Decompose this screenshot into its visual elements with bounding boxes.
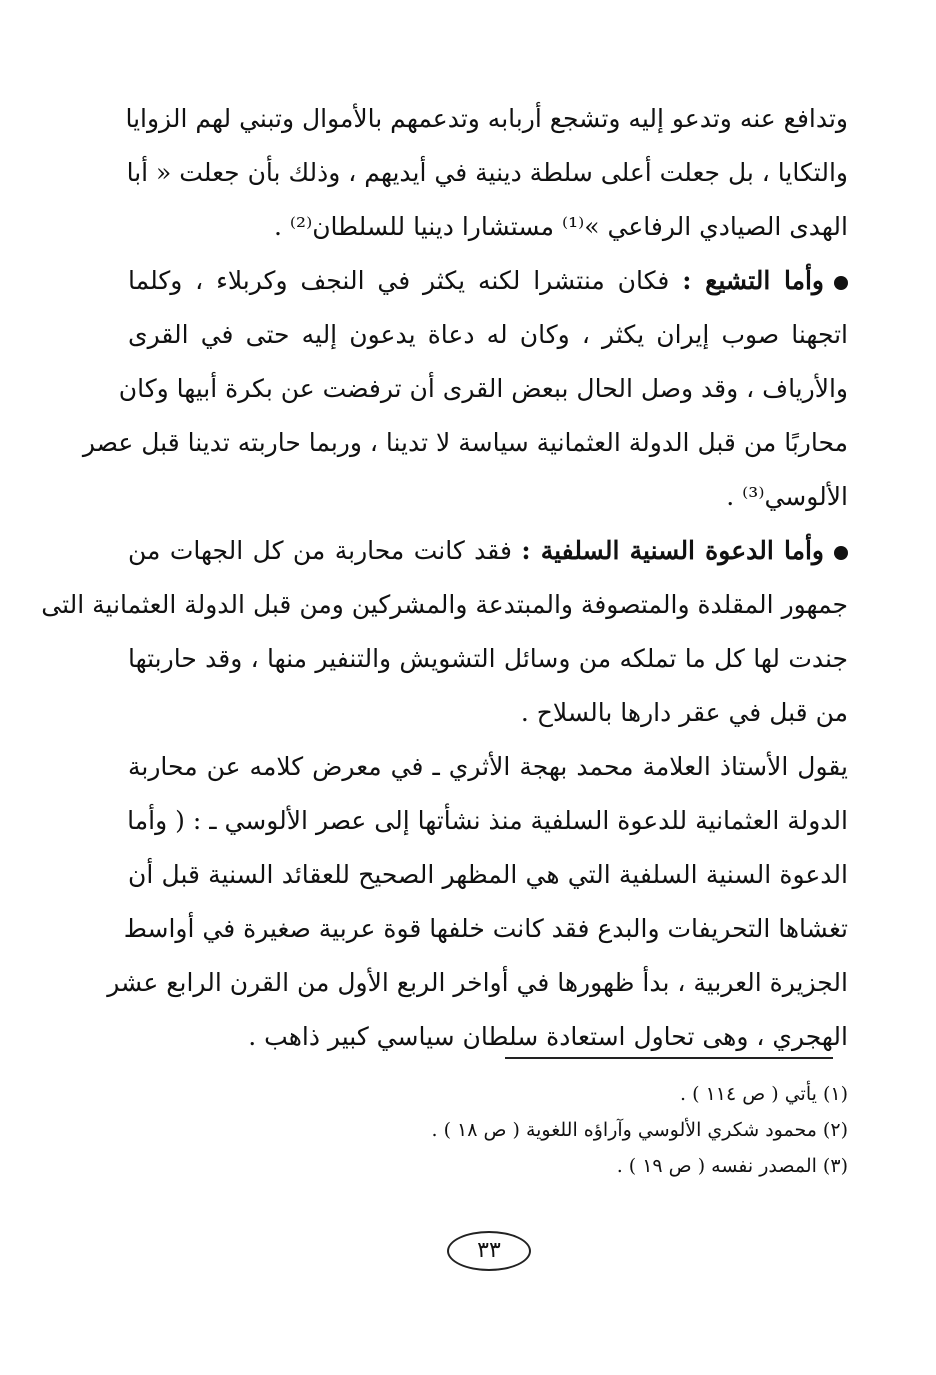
footnote-divider: [505, 1057, 833, 1059]
text-line: الهجري ، وهى تحاول استعادة سلطان سياسي كبير ذاهب .: [248, 1022, 848, 1051]
text-line: من قبل في عقر دارها بالسلاح .: [520, 698, 848, 727]
text-line: اتجهنا صوب إيران يكثر ، وكان له دعاة يدعون إليه حتى في القرى: [128, 320, 848, 349]
main-text: [41, 92, 848, 1064]
text-line: جمهور المقلدة والمتصوفة والمبتدعة والمشركين ومن قبل الدولة العثمانية التى: [41, 590, 848, 619]
text-line: الجزيرة العربية ، بدأ ظهورها في أواخر الربع الأول من القرن الرابع عشر: [107, 968, 848, 997]
text-line: الألوسي⁽³⁾ .: [726, 482, 848, 511]
footnotes: [128, 1076, 848, 1184]
text-line: والأرياف ، وقد وصل الحال ببعض القرى أن ترفضت عن بكرة أبيها وكان: [118, 374, 848, 403]
text-line: الهدى الصيادي الرفاعي »⁽¹⁾ مستشارا دينيا للسلطان⁽²⁾ .: [273, 212, 848, 241]
text-segment: فقد كانت محاربة من كل الجهات من: [128, 536, 512, 565]
footnote: (١) يأتي ( ص ١١٤ ) .: [680, 1083, 848, 1105]
footnote: (٢) محمود شكري الألوسي وآراؤه اللغوية ( ص ١٨ ) .: [431, 1119, 848, 1141]
text-line-with-heading: [128, 524, 848, 578]
section-heading-shiism: وأما التشيع :: [682, 266, 824, 295]
text-line-with-heading: [128, 254, 848, 308]
text-line: جندت لها كل ما تملكه من وسائل التشويش والتنفير منها ، وقد حاربتها: [128, 644, 848, 673]
bullet-icon: [834, 276, 848, 290]
text-line: الدعوة السنية السلفية التي هي المظهر الصحيح للعقائد السنية قبل أن: [128, 860, 848, 889]
text-line: تغشاها التحريفات والبدع فقد كانت خلفها قوة عربية صغيرة في أواسط: [123, 914, 848, 943]
text-segment: فكان منتشرا لكنه يكثر في النجف وكربلاء ، وكلما: [128, 266, 670, 295]
text-line: محاربًا من قبل الدولة العثمانية سياسة لا تدينا ، وربما حاربته تدينا قبل عصر: [82, 428, 848, 457]
page-number: ٣٣: [477, 1238, 501, 1263]
footnote: (٣) المصدر نفسه ( ص ١٩ ) .: [616, 1155, 848, 1177]
text-line: والتكايا ، بل جعلت أعلى سلطة دينية في أيديهم ، وذلك بأن جعلت « أبا: [126, 158, 848, 187]
text-line: وتدافع عنه وتدعو إليه وتشجع أربابه وتدعمهم بالأموال وتبني لهم الزوايا: [125, 104, 848, 133]
bullet-icon: [834, 546, 848, 560]
text-line: يقول الأستاذ العلامة محمد بهجة الأثري ـ في معرض كلامه عن محاربة: [128, 752, 848, 781]
text-line: الدولة العثمانية للدعوة السلفية منذ نشأتها إلى عصر الألوسي ـ : ( وأما: [127, 806, 848, 835]
page-number-oval: [447, 1231, 531, 1271]
section-heading-salafi-dawa: وأما الدعوة السنية السلفية :: [521, 536, 824, 565]
